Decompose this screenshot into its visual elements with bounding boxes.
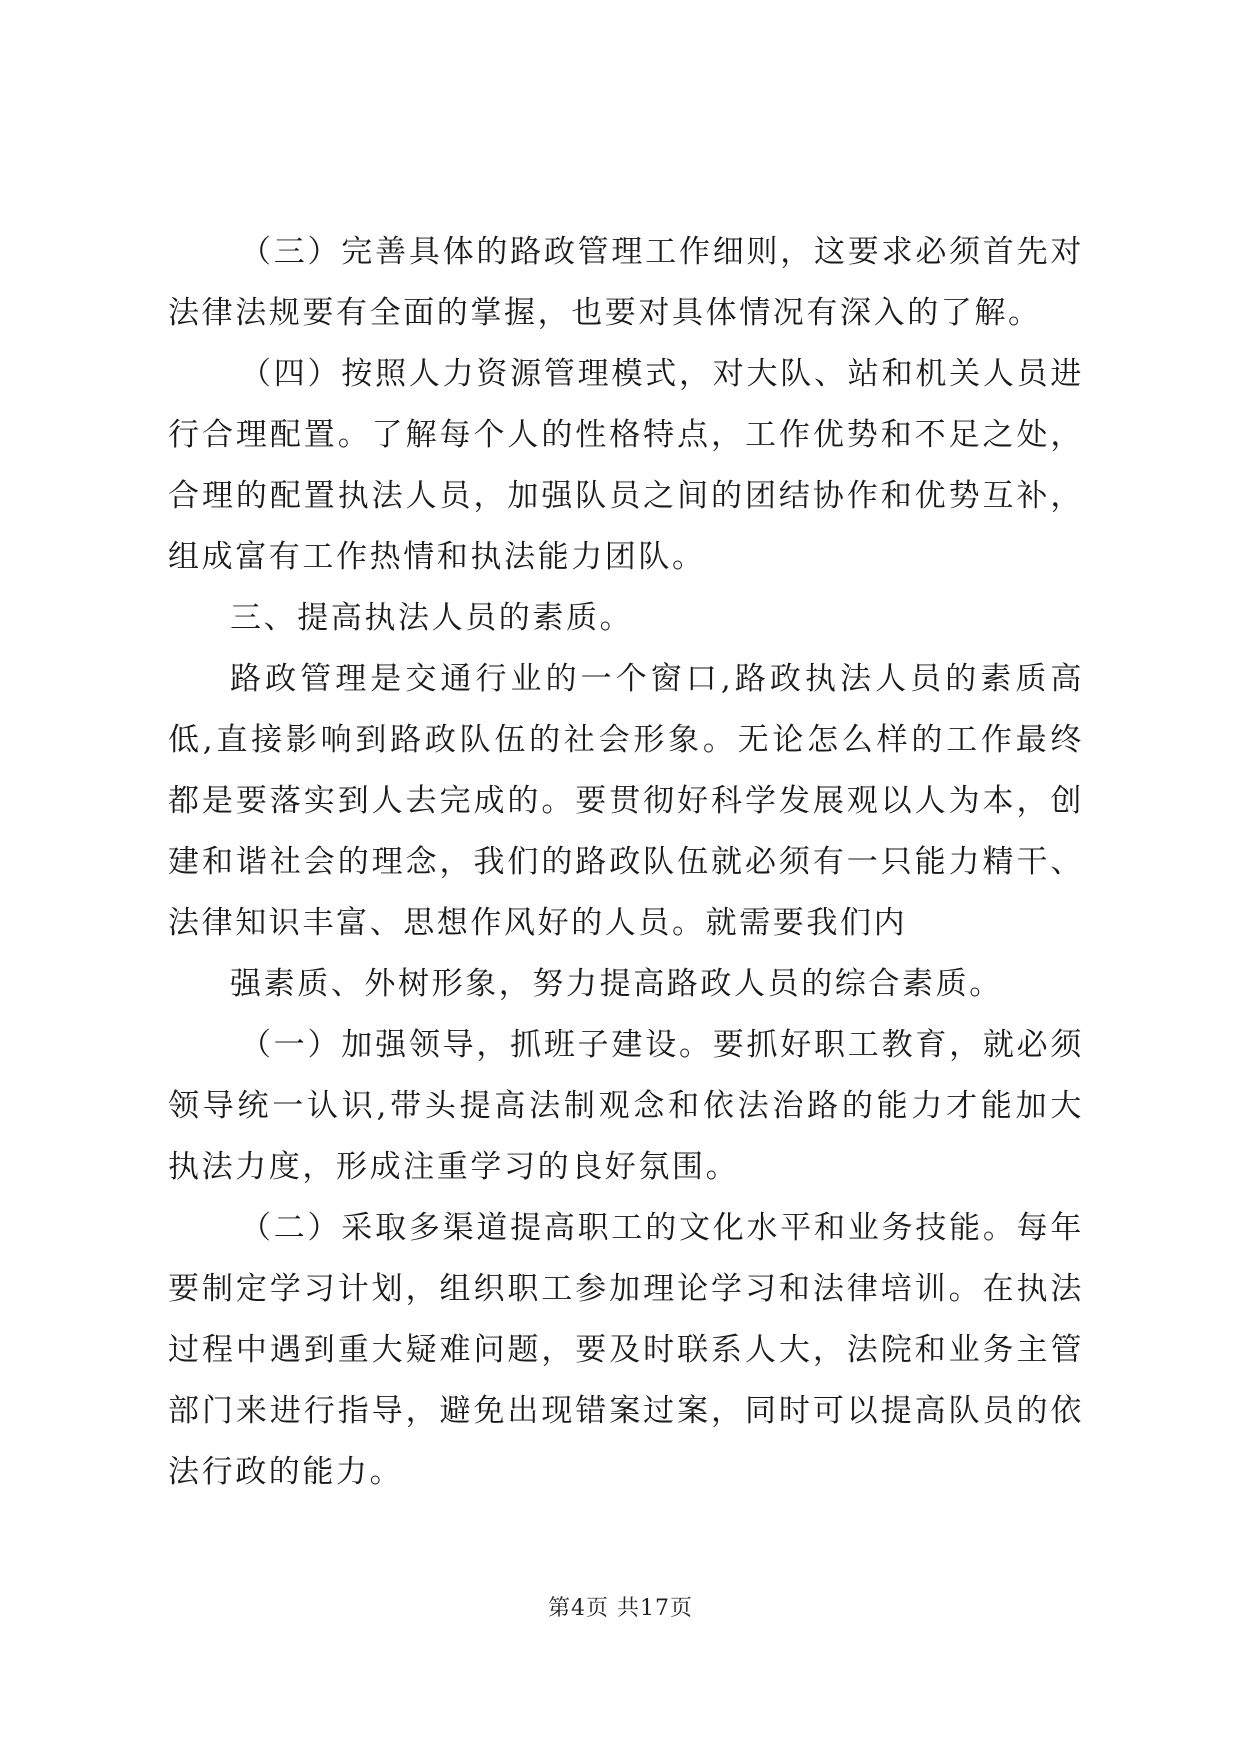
paragraph-item-1: （一）加强领导，抓班子建设。要抓好职工教育，就必须领导统一认识,带头提高法制观念和依法治路的能力才能加大执法力度，形成注重学习的良好氛围。 [168, 1027, 1084, 1185]
page-number: 第4页 共17页 [548, 1596, 693, 1621]
paragraph-section-3-item-4: （四）按照人力资源管理模式，对大队、站和机关人员进行合理配置。了解每个人的性格特点，工作优势和不足之处，合理的配置执法人员，加强队员之间的团结协作和优势互补，组成富有工作热情和执法能力团队。 [168, 356, 1084, 575]
paragraph-road-administration: 路政管理是交通行业的一个窗口,路政执法人员的素质高低,直接影响到路政队伍的社会形象。无论怎么样的工作最终都是要落实到人去完成的。要贯彻好科学发展观以人为本，创建和谐社会的理念，我们的路政队伍就必须有一只能力精干、法律知识丰富、思想作风好的人员。就需要我们内 [168, 661, 1084, 941]
document-body [168, 222, 1084, 1503]
paragraph-continuation: 强素质、外树形象，努力提高路政人员的综合素质。 [230, 966, 1003, 1002]
heading-section-3: 三、提高执法人员的素质。 [230, 600, 634, 636]
paragraph-section-3-item-3: （三）完善具体的路政管理工作细则，这要求必须首先对法律法规要有全面的掌握，也要对具体情况有深入的了解。 [168, 234, 1084, 331]
paragraph-item-2: （二）采取多渠道提高职工的文化水平和业务技能。每年要制定学习计划，组织职工参加理论学习和法律培训。在执法过程中遇到重大疑难问题，要及时联系人大，法院和业务主管部门来进行指导，避免出现错案过案，同时可以提高队员的依法行政的能力。 [168, 1210, 1084, 1490]
